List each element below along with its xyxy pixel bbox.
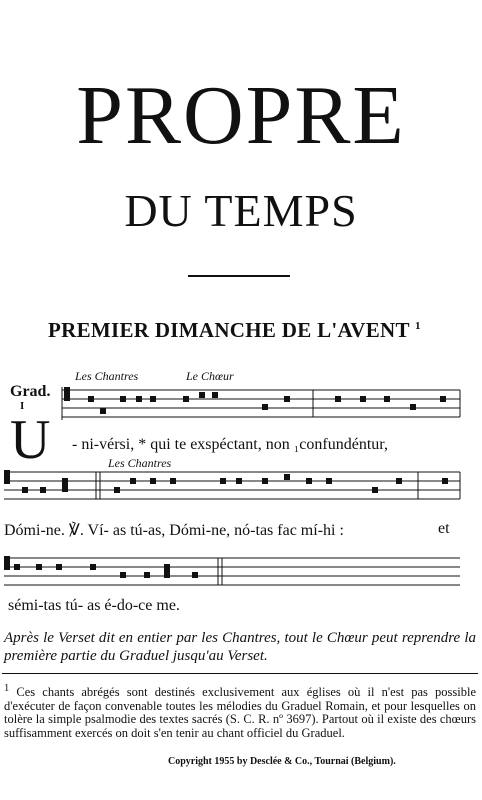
staff-system-3 — [0, 550, 482, 595]
copyright: Copyright 1955 by Desclée & Co., Tournai (Belgium). — [168, 756, 396, 767]
staff-system-1 — [0, 382, 482, 432]
cue-chantres: Les Chantres — [75, 369, 139, 383]
footnote-divider — [2, 673, 478, 674]
section-title-text: PREMIER DIMANCHE DE L'AVENT — [48, 318, 410, 342]
footnote-reference: 1 — [415, 320, 421, 332]
staff-system-2 — [0, 468, 482, 508]
footnote-text: Ces chants abrégés sont destinés exclusivement aux églises où il n'est pas possible d'exécuter de façon convenable toutes les mélodies du Graduel Romain, et pour lesquelles on tolère la simple psalmodie des textes sacrés (S. C. R. nº 3697). Partout où il existe des chœurs suffisamment exercés on doit s'en tenir au chant officiel du Graduel. — [4, 685, 477, 740]
footnote-mark: 1 — [4, 683, 10, 694]
rubric: Après le Verset dit en entier par les Chantres, tout le Chœur peut reprendre la première partie du Graduel jusqu'au Verset. — [4, 630, 476, 664]
lyrics-line-2-trailing: et — [438, 520, 450, 537]
chant-mode: I — [20, 400, 25, 412]
footnote — [4, 682, 476, 740]
page-title: PROPRE — [76, 69, 406, 162]
cue-chantres-verse: Les Chantres — [108, 456, 172, 470]
chant-label: Grad. — [10, 383, 51, 400]
title-divider — [188, 275, 290, 277]
section-title — [48, 318, 421, 343]
page-subtitle: DU TEMPS — [124, 185, 358, 236]
drop-initial: U — [10, 409, 51, 471]
lyrics-line-1: - ni-vérsi, * qui te exspéctant, non ₁confundéntur, — [72, 436, 388, 453]
lyrics-line-2: Dómi-ne. ℣. Ví- as tú-as, Dómi-ne, nó-tas fac mí-hi : — [4, 522, 344, 539]
lyrics-line-3: sémi-tas tú- as é-do-ce me. — [8, 597, 180, 614]
cue-choeur: Le Chœur — [186, 369, 234, 383]
